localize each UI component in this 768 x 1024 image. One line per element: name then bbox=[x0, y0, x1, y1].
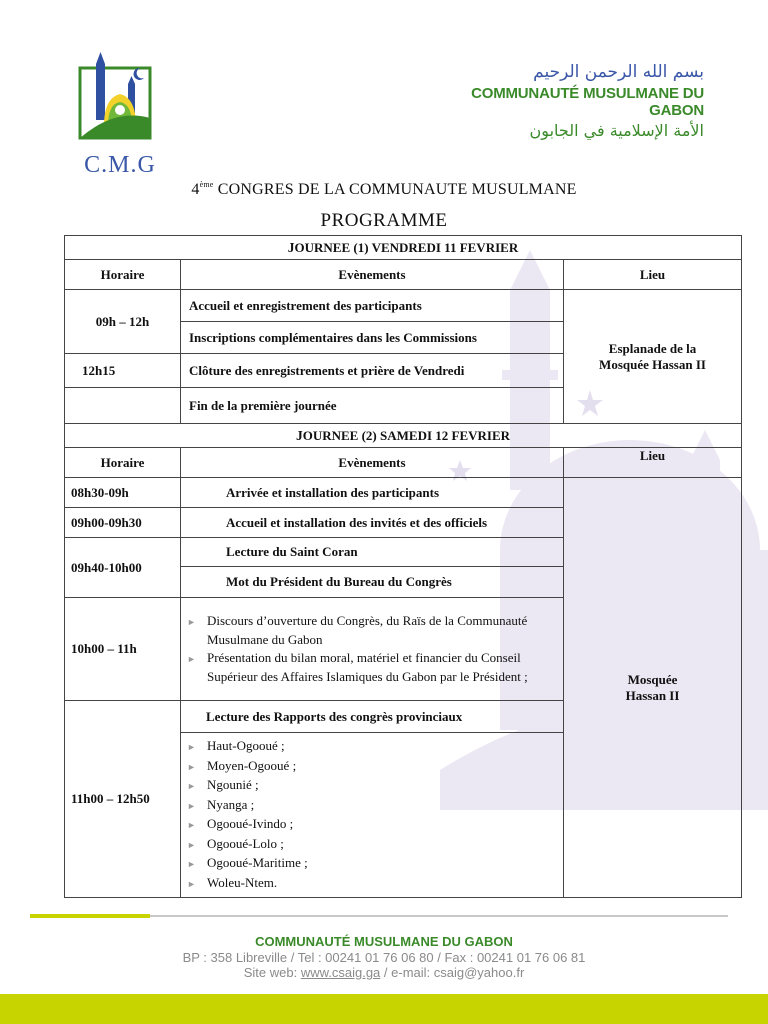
col-events-header: Evènements bbox=[181, 448, 564, 478]
event-cell: Inscriptions complémentaires dans les Commissions bbox=[181, 322, 564, 354]
day1-heading-row bbox=[65, 236, 742, 260]
list-item: ► Ogooué-Maritime ; bbox=[187, 854, 557, 874]
event-cell: Fin de la première journée bbox=[181, 388, 564, 424]
logo-text: C.M.G bbox=[84, 152, 156, 178]
col-time-header: Horaire bbox=[65, 448, 181, 478]
programme-title: PROGRAMME bbox=[320, 210, 448, 231]
website-link[interactable]: www.csaig.ga bbox=[300, 965, 381, 980]
time-cell: 09h – 12h bbox=[65, 290, 181, 354]
event-cell: Clôture des enregistrements et prière de Vendredi bbox=[181, 354, 564, 388]
place-cell: Esplanade de la Mosquée Hassan II bbox=[564, 290, 742, 424]
day2-column-headers bbox=[65, 448, 742, 478]
org-name-header: COMMUNAUTÉ MUSULMANE DU GABON bbox=[471, 85, 704, 119]
place-cell: Mosquée Hassan II bbox=[564, 478, 742, 898]
footer-color-bar bbox=[0, 994, 768, 1024]
footer bbox=[0, 934, 768, 980]
footer-org-name: COMMUNAUTÉ MUSULMANE DU GABON bbox=[255, 934, 513, 949]
bullet-arrow-icon: ► bbox=[187, 761, 196, 772]
opening-items-cell bbox=[181, 598, 564, 701]
day1-heading: JOURNEE (1) VENDREDI 11 FEVRIER bbox=[65, 236, 742, 260]
bullet-arrow-icon: ► bbox=[187, 878, 196, 889]
event-cell: Arrivée et installation des participants bbox=[181, 478, 564, 508]
programme-table bbox=[64, 235, 742, 898]
congress-title: 4ème CONGRES DE LA COMMUNAUTE MUSULMANE bbox=[191, 180, 577, 198]
event-cell: Accueil et installation des invités et des officiels bbox=[181, 508, 564, 538]
footer-contact: Site web: www.csaig.ga / e-mail: csaig@yahoo.fr bbox=[243, 965, 525, 980]
col-place-header: Lieu bbox=[564, 448, 742, 478]
event-cell: Accueil et enregistrement des participants bbox=[181, 290, 564, 322]
time-cell: 10h00 – 11h bbox=[65, 598, 181, 701]
bullet-arrow-icon: ► bbox=[187, 839, 196, 850]
event-cell: Lecture des Rapports des congrès provinciaux bbox=[181, 701, 564, 733]
footer-address: BP : 358 Libreville / Tel : 00241 01 76 06 80 / Fax : 00241 01 76 06 81 bbox=[182, 950, 586, 965]
bullet-arrow-icon: ► bbox=[187, 781, 196, 791]
provinces-cell bbox=[181, 733, 564, 898]
time-cell: 12h15 bbox=[65, 354, 181, 388]
list-item: ► Haut-Ogooué ; bbox=[187, 737, 557, 757]
table-row bbox=[65, 478, 742, 508]
day2-heading-row bbox=[65, 424, 742, 448]
event-cell: Lecture du Saint Coran bbox=[181, 538, 564, 567]
col-events-header: Evènements bbox=[181, 260, 564, 290]
footer-divider-accent bbox=[30, 914, 150, 918]
table-row bbox=[65, 290, 742, 322]
bullet-arrow-icon: ► bbox=[187, 859, 196, 869]
list-item: ► Moyen-Ogooué ; bbox=[187, 757, 557, 777]
time-cell: 11h00 – 12h50 bbox=[65, 701, 181, 898]
arabic-org-name: الأمة الإسلامية في الجابون bbox=[529, 121, 704, 140]
bullet-arrow-icon: ► bbox=[187, 800, 196, 811]
bullet-arrow-icon: ► bbox=[187, 742, 196, 752]
time-cell: 09h40-10h00 bbox=[65, 538, 181, 598]
event-cell: Mot du Président du Bureau du Congrès bbox=[181, 567, 564, 598]
col-time-header: Horaire bbox=[65, 260, 181, 290]
org-header bbox=[444, 62, 704, 140]
list-item: ► Présentation du bilan moral, matériel et financier du Conseil Supérieur des Affaires Islamiques du Gabon par le Président ; bbox=[187, 649, 557, 686]
bullet-arrow-icon: ► bbox=[187, 617, 196, 627]
cmg-logo bbox=[70, 48, 170, 180]
bullet-arrow-icon: ► bbox=[187, 654, 196, 664]
list-item: ► Discours d’ouverture du Congrès, du Raïs de la Communauté Musulmane du Gabon bbox=[187, 612, 557, 649]
time-cell bbox=[65, 388, 181, 424]
day1-column-headers bbox=[65, 260, 742, 290]
time-cell: 08h30-09h bbox=[65, 478, 181, 508]
list-item: ► Nyanga ; bbox=[187, 796, 557, 816]
mosque-logo-icon bbox=[70, 48, 170, 148]
footer-divider bbox=[150, 915, 728, 917]
time-cell: 09h00-09h30 bbox=[65, 508, 181, 538]
bullet-arrow-icon: ► bbox=[187, 820, 196, 830]
list-item: ► Ogooué-Ivindo ; bbox=[187, 815, 557, 835]
list-item: ► Ogooué-Lolo ; bbox=[187, 835, 557, 855]
list-item: ► Ngounié ; bbox=[187, 776, 557, 796]
arabic-basmala: بسم الله الرحمن الرحيم bbox=[533, 62, 704, 82]
col-place-header: Lieu bbox=[564, 260, 742, 290]
day2-heading: JOURNEE (2) SAMEDI 12 FEVRIER bbox=[65, 424, 742, 448]
list-item: ► Woleu-Ntem. bbox=[187, 874, 557, 894]
